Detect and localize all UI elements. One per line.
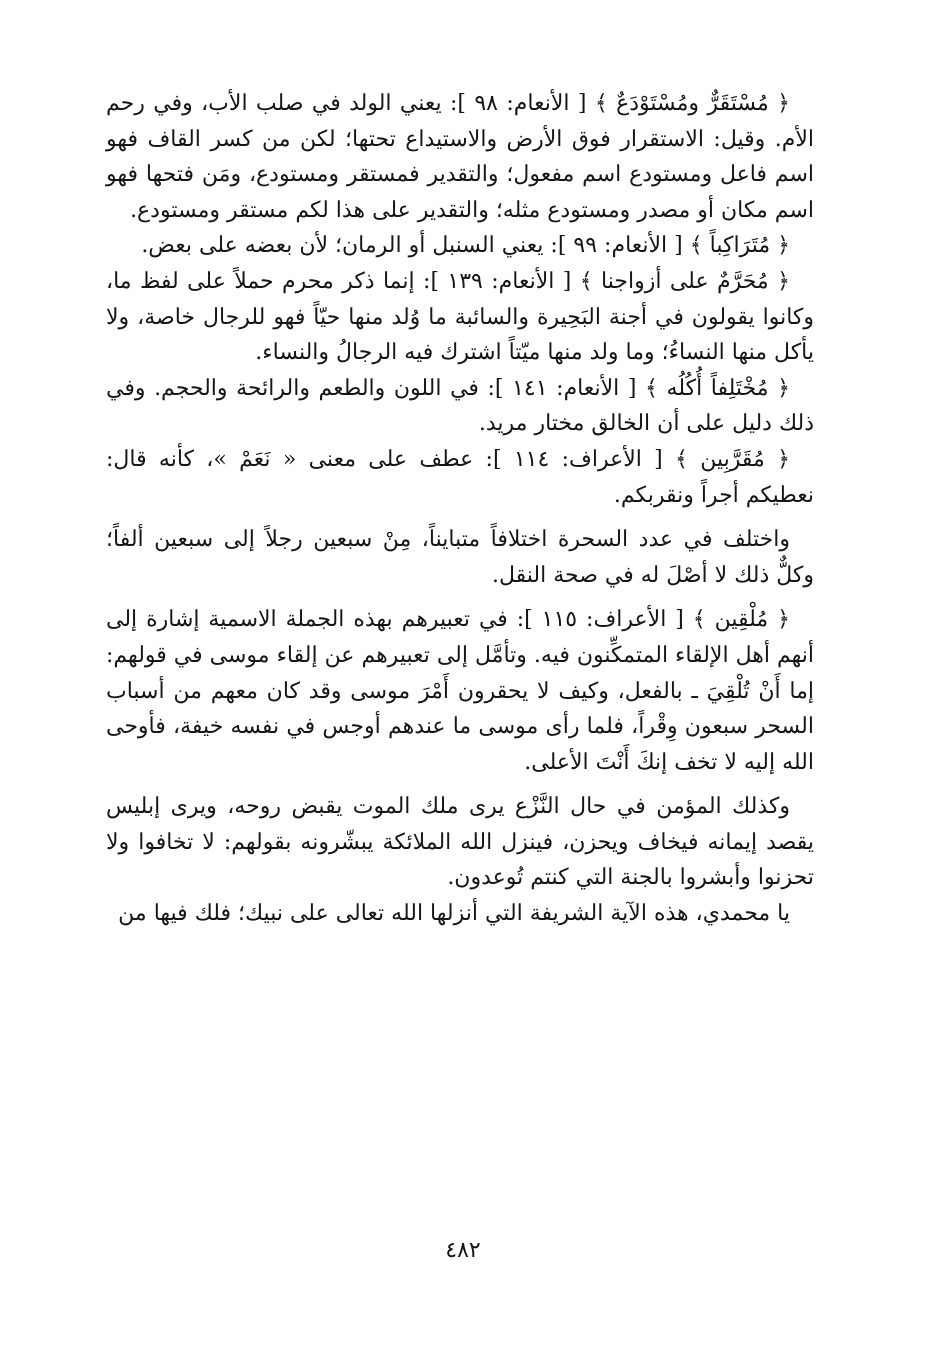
paragraph-muhammadi: يا محمدي، هذه الآية الشريفة التي أنزلها الله تعالى على نبيك؛ فلك فيها من <box>118 901 790 927</box>
paragraph-mukhtalif: ﴿ مُخْتَلِفاً أُكُلُه ﴾ [ الأنعام: ١٤١ ]: في اللون والطعم والرائحة والحجم. وفي ذلك دليل على أن الخالق مختار مريد. <box>106 375 814 437</box>
paragraph-mulqin: ﴿ مُلْقِين ﴾ [ الأعراف: ١١٥ ]: في تعبيرهم بهذه الجملة الاسمية إشارة إلى أنهم أهل الإلقاء المتمكِّنون فيه. وتأمَّل إلى تعبيرهم عن إلقاء موسى في قولهم: إما أَنْ تُلْقِيَ ـ بالفعل، وكيف لا يحقرون أَمْرَ موسى وقد كان معهم من أسباب السحر سبعون وِقْراً، فلما رأى موسى ما عندهم أوجس في نفسه خيفة، فأوحى الله إليه لا تخف إنكَ أَنْتَ الأعلى. <box>106 607 814 775</box>
paragraph-mutarakib: ﴿ مُتَرَاكِباً ﴾ [ الأنعام: ٩٩ ]: يعني السنبل أو الرمان؛ لأن بعضه على بعض. <box>141 233 790 259</box>
paragraph-mustaqar: ﴿ مُسْتَقَرٌّ ومُسْتَوْدَعٌ ﴾ [ الأنعام: ٩٨ ]: يعني الولد في صلب الأب، وفي رحم الأم. وقيل: الاستقرار فوق الأرض والاستيداع تحتها؛ لكن من كسر القاف فهو اسم فاعل ومستودع اسم مفعول؛ والتقدير فمستقر ومستودع، ومَن فتحها فهو اسم مكان أو مصدر ومستودع مثله؛ والتقدير على هذا لكم مستقر ومستودع. <box>106 91 814 223</box>
paragraph-mumin: وكذلك المؤمن في حال النَّزْع يرى ملك الموت يقبض روحه، ويرى إبليس يقصد إيمانه فيخاف ويحزن، فينزل الله الملائكة يبشّرونه بقولهم: لا تخافوا ولا تحزنوا وأبشروا بالجنة التي كنتم تُوعدون. <box>106 794 814 891</box>
paragraph-sahara: واختلف في عدد السحرة اختلافاً متبايناً، مِنْ سبعين رجلاً إلى سبعين ألفاً؛ وكلٌّ ذلك لا أصْلَ له في صحة النقل. <box>106 527 814 588</box>
text-block <box>106 86 814 932</box>
page-number: ٤٨٢ <box>445 1238 481 1263</box>
paragraph-muqarrabin: ﴿ مُقَرَّبِين ﴾ [ الأعراف: ١١٤ ]: عطف على معنى « نَعَمْ »، كأنه قال: نعطيكم أجراً ونقربكم. <box>106 446 814 508</box>
paragraph-muharram: ﴿ مُحَرَّمٌ على أزواجنا ﴾ [ الأنعام: ١٣٩ ]: إنما ذكر محرم حملاً على لفظ ما، وكانوا يقولون في أجنة البَحِيرة والسائبة ما وُلد منها حيّاً فهو للرجال خاصة، ولا يأكل منها النساءُ؛ وما ولد منها ميّتاً اشترك فيه الرجالُ والنساء. <box>106 268 814 366</box>
